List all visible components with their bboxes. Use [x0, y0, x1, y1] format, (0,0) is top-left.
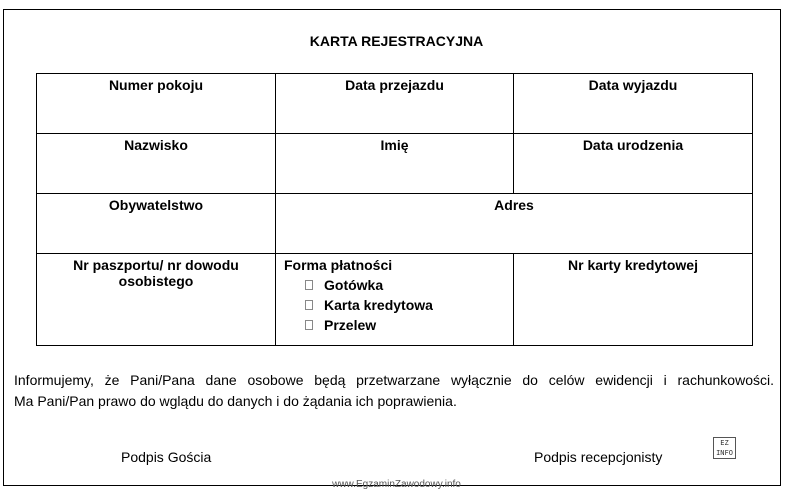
payment-option-credit-card[interactable] [305, 297, 509, 313]
payment-option-label: Karta kredytowa [324, 297, 433, 313]
card-number-cell[interactable] [514, 254, 753, 346]
payment-form-cell [276, 254, 514, 346]
birth-date-label: Data urodzenia [582, 137, 684, 153]
arrival-date-cell[interactable] [276, 74, 514, 134]
surname-cell[interactable] [37, 134, 276, 194]
ez-info-logo-icon: EZ INFO [713, 437, 736, 459]
payment-form-label: Forma płatności [284, 257, 393, 273]
notice-line-2: Ma Pani/Pan prawo do wglądu do danych i do żądania ich poprawienia. [14, 393, 457, 409]
first-name-label: Imię [380, 137, 409, 153]
checkbox-icon[interactable] [305, 300, 313, 310]
checkbox-icon[interactable] [305, 280, 313, 290]
arrival-date-label: Data przejazdu [345, 77, 444, 93]
checkbox-icon[interactable] [305, 320, 313, 330]
first-name-cell[interactable] [276, 134, 514, 194]
payment-option-cash[interactable] [305, 277, 509, 293]
birth-date-cell[interactable] [514, 134, 753, 194]
registration-table [36, 73, 753, 346]
passport-label: Nr paszportu/ nr dowodu osobistego [73, 257, 239, 289]
data-processing-notice [14, 370, 774, 412]
form-title: KARTA REJESTRACYJNA [309, 33, 484, 49]
room-number-label: Numer pokoju [108, 77, 204, 93]
passport-cell[interactable] [37, 254, 276, 346]
citizenship-cell[interactable] [37, 194, 276, 254]
guest-signature-label: Podpis Gościa [121, 449, 212, 465]
citizenship-label: Obywatelstwo [108, 197, 204, 213]
card-number-label: Nr karty kredytowej [568, 257, 698, 273]
payment-option-label: Przelew [324, 317, 377, 333]
address-cell[interactable] [276, 194, 753, 254]
watermark: www.EgzaminZawodowy.info [332, 479, 461, 490]
payment-option-label: Gotówka [324, 277, 384, 293]
notice-line-1: Informujemy, że Pani/Pana dane osobowe będą przetwarzane wyłącznie do celów ewidencji i rachunkowości. [14, 372, 774, 388]
receptionist-signature-label: Podpis recepcjonisty [534, 449, 663, 465]
address-label: Adres [494, 197, 534, 213]
room-number-cell[interactable] [37, 74, 276, 134]
payment-option-transfer[interactable] [305, 317, 509, 333]
surname-label: Nazwisko [124, 137, 188, 153]
departure-date-cell[interactable] [514, 74, 753, 134]
departure-date-label: Data wyjazdu [588, 77, 678, 93]
